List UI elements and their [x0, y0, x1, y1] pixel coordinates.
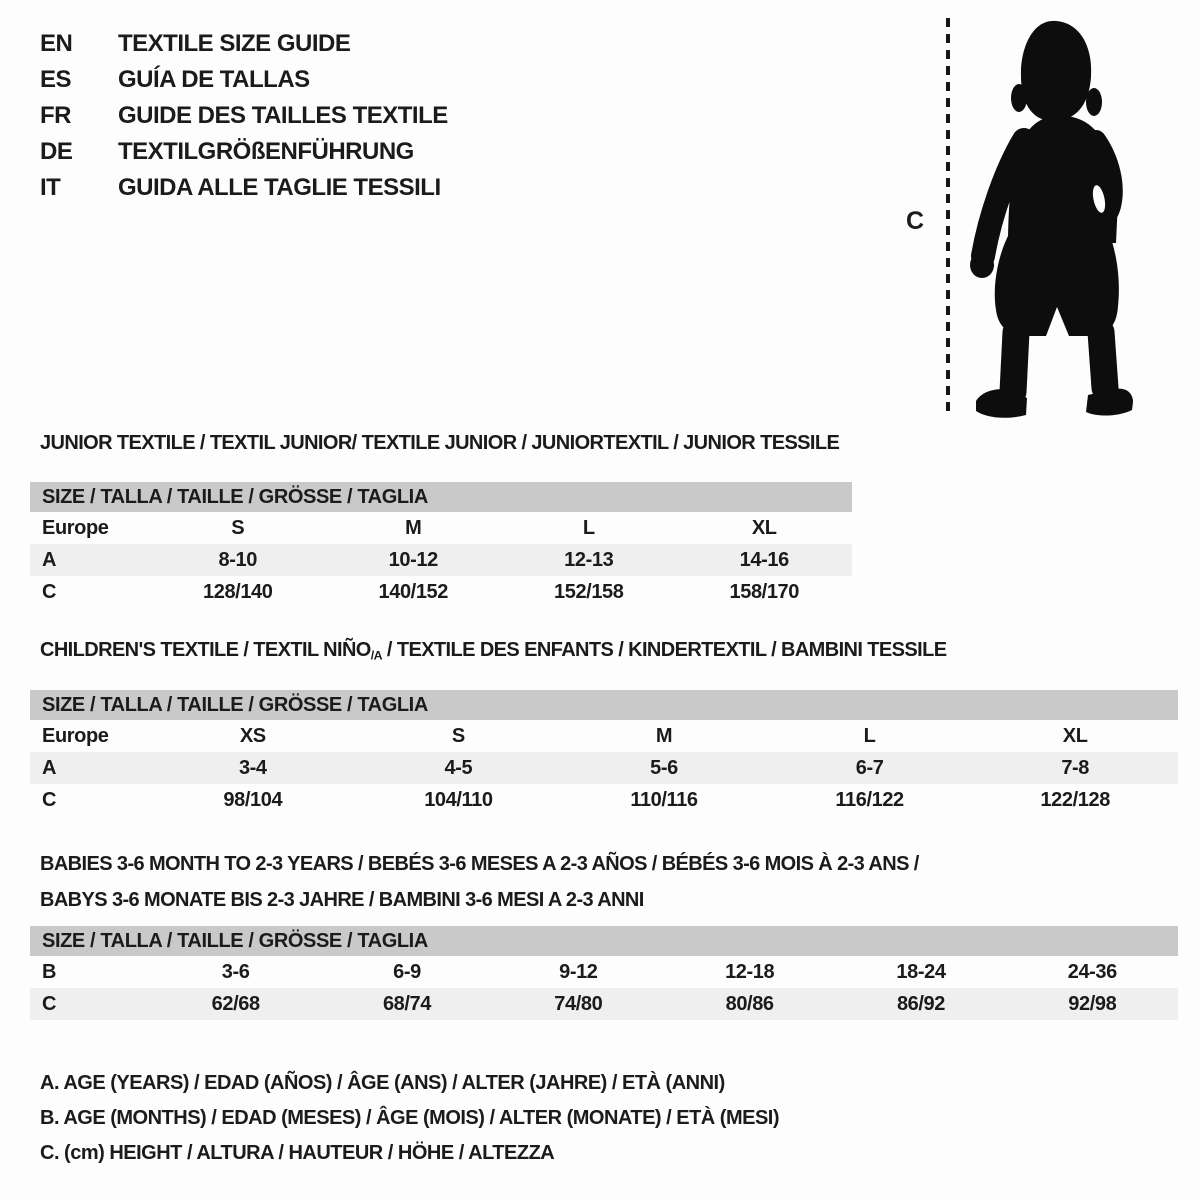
height-cell: 116/122 — [835, 788, 904, 811]
language-row-it — [40, 170, 448, 206]
legend-line-a: A. AGE (YEARS) / EDAD (AÑOS) / ÂGE (ANS) / ALTER (JAHRE) / ETÀ (ANNI) — [40, 1072, 725, 1094]
height-cell: 98/104 — [223, 788, 283, 811]
junior-section-title: JUNIOR TEXTILE / TEXTIL JUNIOR/ TEXTILE JUNIOR / JUNIORTEXTIL / JUNIOR TESSILE — [40, 432, 840, 454]
table-row-age — [30, 544, 852, 576]
age-cell: 12-13 — [564, 548, 614, 571]
height-cell: 86/92 — [896, 992, 945, 1015]
language-code: DE — [40, 138, 73, 165]
language-row-de — [40, 134, 448, 170]
language-code: FR — [40, 102, 71, 129]
legend-line-b: B. AGE (MONTHS) / EDAD (MESES) / ÂGE (MOIS) / ALTER (MONATE) / ETÀ (MESI) — [40, 1107, 780, 1129]
age-cell: 14-16 — [739, 548, 789, 571]
guide-title-fr: GUIDE DES TAILLES TEXTILE — [118, 102, 448, 129]
language-code: EN — [40, 30, 73, 57]
age-cell: 8-10 — [218, 548, 257, 571]
size-cell: XS — [239, 724, 266, 747]
children-title-post: / TEXTILE DES ENFANTS / KINDERTEXTIL / BAMBINI TESSILE — [381, 639, 947, 661]
guide-title-es: GUÍA DE TALLAS — [118, 66, 310, 93]
babies-section-title — [40, 846, 1190, 918]
table-row-age-months — [30, 956, 1178, 988]
age-cell: 24-36 — [1067, 960, 1117, 983]
size-header-label: SIZE / TALLA / TAILLE / GRÖSSE / TAGLIA — [42, 485, 428, 508]
height-cell: 92/98 — [1068, 992, 1117, 1015]
measurement-legend — [40, 1066, 779, 1171]
junior-size-table — [30, 482, 852, 608]
height-measure-dashed-line — [946, 18, 950, 416]
babies-title-line2: BABYS 3-6 MONATE BIS 2-3 JAHRE / BAMBINI 3-6 MESI A 2-3 ANNI — [40, 889, 644, 911]
age-cell: 7-8 — [1061, 756, 1090, 779]
size-header-label: SIZE / TALLA / TAILLE / GRÖSSE / TAGLIA — [42, 693, 428, 716]
size-cell: L — [582, 516, 595, 539]
height-cell: 110/116 — [630, 788, 698, 811]
table-row-height — [30, 988, 1178, 1020]
guide-title-it: GUIDA ALLE TAGLIE TESSILI — [118, 174, 441, 201]
children-title-subscript: /A — [370, 648, 382, 663]
age-cell: 6-9 — [393, 960, 421, 983]
height-measure-label: C — [906, 207, 925, 235]
age-cell: 4-5 — [444, 756, 473, 779]
age-cell: 12-18 — [725, 960, 775, 983]
table-row-height — [30, 576, 852, 608]
size-cell: M — [405, 516, 422, 539]
size-cell: XL — [751, 516, 777, 539]
language-code: IT — [40, 174, 61, 201]
row-label: C — [42, 580, 57, 603]
row-label: Europe — [42, 516, 109, 539]
height-cell: 104/110 — [424, 788, 493, 811]
age-cell: 18-24 — [896, 960, 946, 983]
size-cell: M — [655, 724, 673, 747]
height-cell: 62/68 — [211, 992, 260, 1015]
height-cell: 74/80 — [554, 992, 603, 1015]
height-cell: 158/170 — [729, 580, 799, 603]
height-cell: 68/74 — [382, 992, 432, 1015]
row-label: B — [42, 960, 57, 983]
language-row-es — [40, 62, 448, 98]
row-label: C — [42, 992, 57, 1015]
age-cell: 10-12 — [388, 548, 438, 571]
height-cell: 152/158 — [554, 580, 624, 603]
size-header-label: SIZE / TALLA / TAILLE / GRÖSSE / TAGLIA — [42, 929, 428, 952]
height-cell: 140/152 — [378, 580, 448, 603]
guide-title-de: TEXTILGRÖßENFÜHRUNG — [118, 138, 414, 165]
age-cell: 6-7 — [855, 756, 884, 779]
language-code: ES — [40, 66, 72, 93]
size-table-header-bar — [30, 690, 1178, 720]
babies-title-line1: BABIES 3-6 MONTH TO 2-3 YEARS / BEBÉS 3-6 MESES A 2-3 AÑOS / BÉBÉS 3-6 MOIS À 2-3 ANS / — [40, 853, 919, 875]
legend-line-c: C. (cm) HEIGHT / ALTURA / HAUTEUR / HÖHE / ALTEZZA — [40, 1142, 555, 1164]
children-title-pre: CHILDREN'S TEXTILE / TEXTIL NIÑO — [40, 639, 371, 661]
children-size-table — [30, 690, 1178, 816]
row-label: A — [42, 756, 57, 779]
children-section-title — [40, 639, 946, 662]
row-label: C — [42, 788, 57, 811]
age-cell: 5-6 — [650, 756, 678, 779]
guide-title-en: TEXTILE SIZE GUIDE — [118, 30, 351, 57]
age-cell: 3-6 — [221, 960, 250, 983]
row-label: Europe — [42, 724, 109, 747]
age-cell: 3-4 — [238, 756, 267, 779]
table-row-age — [30, 752, 1178, 784]
size-table-header-bar — [30, 482, 852, 512]
table-row-europe — [30, 720, 1178, 752]
row-label: A — [42, 548, 57, 571]
size-table-header-bar — [30, 926, 1178, 956]
size-cell: S — [451, 724, 465, 747]
height-cell: 122/128 — [1040, 788, 1110, 811]
table-row-europe — [30, 512, 852, 544]
toddler-silhouette-image — [968, 18, 1136, 420]
language-title-list — [40, 26, 448, 206]
size-cell: XL — [1062, 724, 1088, 747]
language-row-fr — [40, 98, 448, 134]
age-cell: 9-12 — [559, 960, 598, 983]
height-cell: 80/86 — [725, 992, 774, 1015]
size-cell: L — [863, 724, 876, 747]
height-cell: 128/140 — [203, 580, 273, 603]
babies-size-table — [30, 926, 1178, 1020]
size-cell: S — [231, 516, 245, 539]
table-row-height — [30, 784, 1178, 816]
language-row-en — [40, 26, 448, 62]
